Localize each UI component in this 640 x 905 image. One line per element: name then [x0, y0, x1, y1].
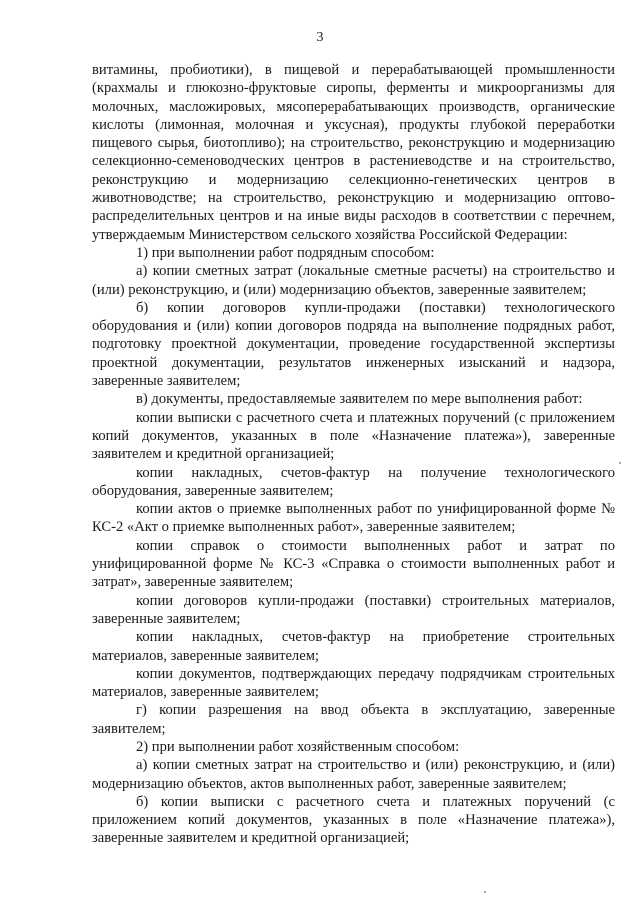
paragraph-invoices-equipment: копии накладных, счетов-фактур на получение технологического оборудования, заверенные заявителем;	[92, 464, 615, 499]
paragraph-item-b: б) копии договоров купли-продажи (поставки) технологического оборудования и (или) копии договоров подряда на выполнение подрядных работ, подготовку проектной документации, проведение государственной экспертизы проектной документации, результатов инженерных изысканий и надзора, заверенные заявителем;	[92, 299, 615, 390]
paragraph-item-a: а) копии сметных затрат (локальные сметные расчеты) на строительство и (или) реконструкцию, и (или) модернизацию объектов, заверенные заявителем;	[92, 263, 615, 298]
paragraph-bank-statements: копии выписки с расчетного счета и платежных поручений (с приложением копий документов, указанных в поле «Назначение платежа»), заверенные заявителем и кредитной организацией;	[92, 409, 615, 463]
paragraph-ks3-certificates: копии справок о стоимости выполненных работ и затрат по унифицированной форме № КС-3 «Справка о стоимости выполненных работ и затрат», заверенные заявителем;	[92, 537, 615, 591]
paragraph-contract-method-heading: 1) при выполнении работ подрядным способом:	[136, 244, 435, 261]
scan-speck	[484, 891, 486, 893]
document-body	[92, 61, 615, 848]
page-number: 3	[316, 30, 324, 45]
scan-speck	[619, 462, 621, 464]
paragraph-item-v: в) документы, предоставляемые заявителем по мере выполнения работ:	[136, 391, 583, 408]
paragraph-materials-transfer: копии документов, подтверждающих передачу подрядчикам строительных материалов, заверенные заявителем;	[92, 665, 615, 701]
paragraph-own-method-heading: 2) при выполнении работ хозяйственным способом:	[136, 738, 460, 755]
paragraph-own-item-b: б) копии выписки с расчетного счета и платежных поручений (с приложением копий документов, указанных в поле «Назначение платежа»), заверенные заявителем и кредитной организацией;	[92, 793, 615, 847]
paragraph-continuation: витамины, пробиотики), в пищевой и перерабатывающей промышленности (крахмалы и глюкозно-фруктовые сиропы, ферменты и микроорганизмы для молочных, масложировых, мясоперерабатывающих производств, органические кислоты (лимонная, молочная и уксусная), продукты глубокой переработки пищевого сырья, биотопливо); на строительство, реконструкцию и модернизацию селекционно-семеноводческих центров в растениеводстве и на строительство, реконструкцию и модернизацию селекционно-генетических центров в животноводстве; на строительство, реконструкцию и модернизацию оптово-распределительных центров и на иные виды расходов в соответствии с перечнем, утверждаемым Министерством сельского хозяйства Российской Федерации:	[92, 62, 615, 243]
paragraph-item-g: г) копии разрешения на ввод объекта в эксплуатацию, заверенные заявителем;	[92, 702, 615, 737]
paragraph-ks2-acts: копии актов о приемке выполненных работ по унифицированной форме № КС-2 «Акт о приемке выполненных работ», заверенные заявителем;	[92, 501, 615, 536]
paragraph-materials-invoices: копии накладных, счетов-фактур на приобретение строительных материалов, заверенные заявителем;	[92, 629, 615, 664]
paragraph-materials-contracts: копии договоров купли-продажи (поставки) строительных материалов, заверенные заявителем;	[92, 592, 615, 627]
paragraph-own-item-a: а) копии сметных затрат на строительство и (или) реконструкцию, и (или) модернизацию объектов, актов выполненных работ, заверенные заявителем;	[92, 757, 615, 792]
